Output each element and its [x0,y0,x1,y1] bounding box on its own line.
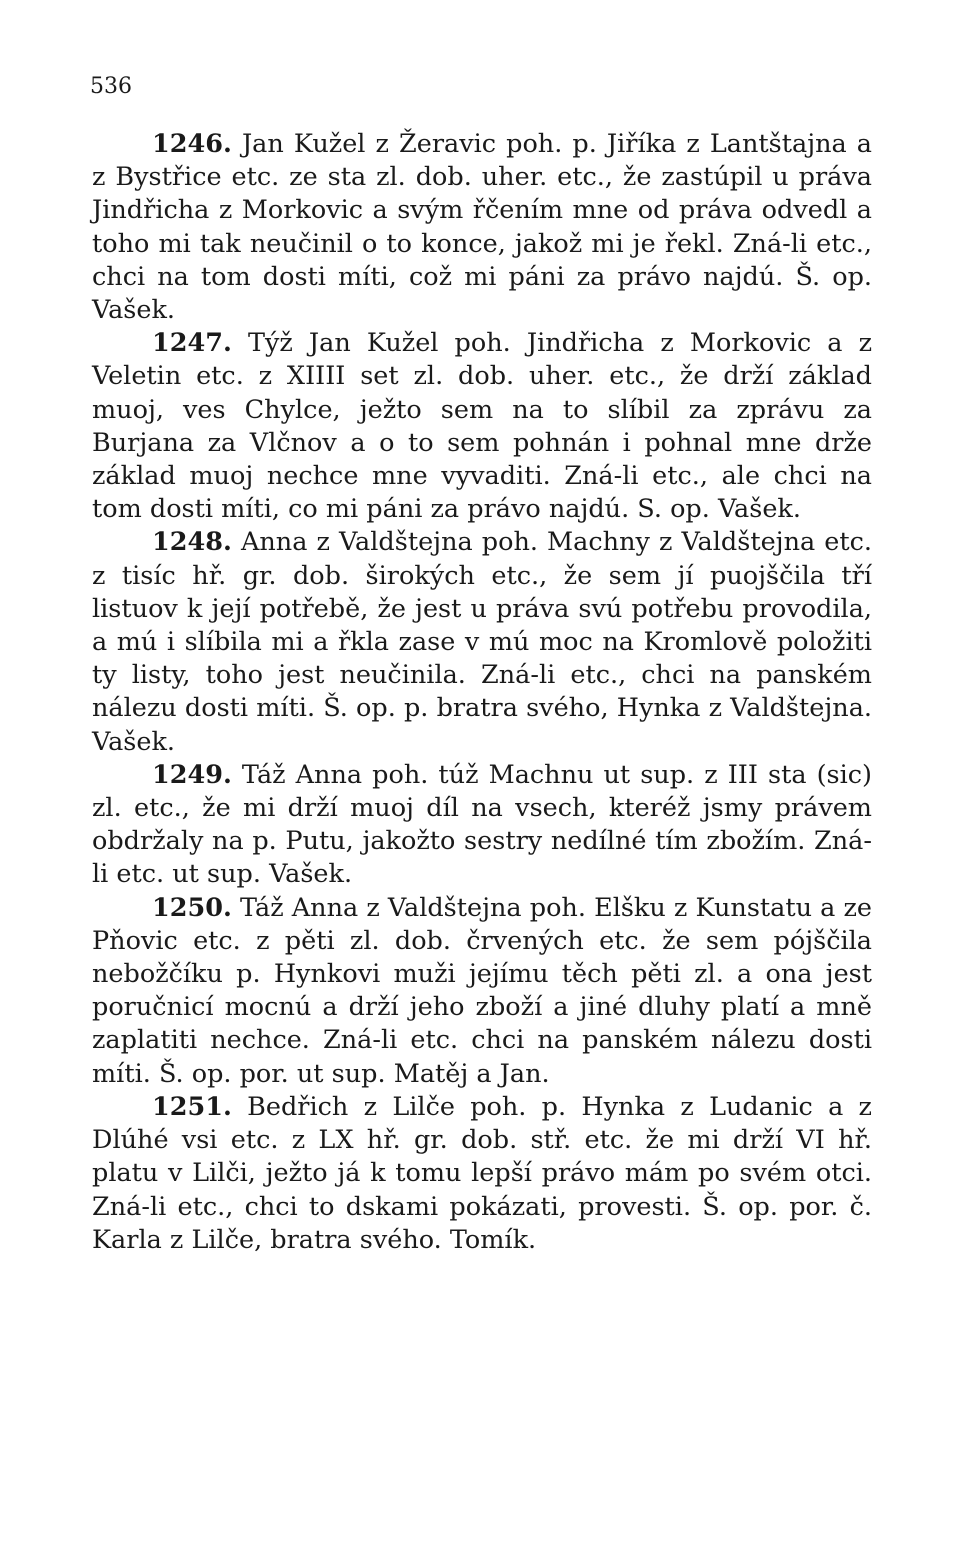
page-number: 536 [90,74,132,99]
document-body [92,128,872,1257]
entry-1248 [92,526,872,758]
entry-text: Bedřich z Lilče poh. p. Hynka z Ludanic a z Dlúhé vsi etc. z LX hř. gr. dob. stř. etc. že mi drží VI hř. platu v Lilči, ježto já k tomu lepší právo mám po svém otci. Zná-li etc., chci to dskami pokázati, provesti. Š. op. por. č. Karla z Lilče, bratra svého. Tomík. [92,1091,872,1255]
entry-1251 [92,1091,872,1257]
entry-text: Táž Anna poh. túž Machnu ut sup. z III sta (sic) zl. etc., že mi drží muoj díl na vsech, kteréž jsmy právem obdržaly na p. Putu, jakožto sestry nedílné tím zbožím. Zná-li etc. ut sup. Vašek. [92,759,872,890]
entry-number: 1247. [152,328,232,359]
entry-text: Táž Anna z Valdštejna poh. Elšku z Kunstatu a ze Pňovic etc. z pěti zl. dob. črvených etc. že sem pójščila nebožčíku p. Hynkovi muži jejímu těch pěti zl. a ona jest poručnicí mocnú a drží jeho zboží a jiné dluhy platí a mně zaplatiti nechce. Zná-li etc. chci na panském nálezu dosti míti. Š. op. por. ut sup. Matěj a Jan. [92,892,872,1089]
entry-number: 1248. [152,527,232,558]
entry-number: 1246. [152,129,232,159]
entry-number: 1249. [152,759,232,790]
entry-text: Anna z Valdštejna poh. Machny z Valdštejna etc. z tisíc hř. gr. dob. širokých etc., že sem jí puojščila tří listuov k její potřebě, že jest u práva svú potřebu provodila, a mú i slíbila mi a řkla zase v mú moc na Kromlově položiti ty listy, toho jest neučinila. Zná-li etc., chci na panském nálezu dosti míti. Š. op. p. bratra svého, Hynka z Valdštejna. Vašek. [92,527,872,757]
entry-number: 1250. [152,892,232,923]
entry-text: Jan Kužel z Žeravic poh. p. Jiříka z Lantštajna a z Bystřice etc. ze sta zl. dob. uher. etc., že zastúpil u práva Jindřicha z Morkovic a svým řčením mne od práva odvedl a toho mi tak neučinil o to konce, jakož mi je řekl. Zná-li etc., chci na tom dosti míti, což mi páni za právo najdú. Š. op. Vašek. [92,129,872,326]
entry-text: Týž Jan Kužel poh. Jindřicha z Morkovic a z Veletin etc. z XIIII set zl. dob. uher. etc., že drží základ muoj, ves Chylce, ježto sem na to slíbil za zprávu za Burjana za Vlčnov a o to sem pohnán i pohnal mne drže základ muoj nechce mne vyvaditi. Zná-li etc., ale chci na tom dosti míti, co mi páni za právo najdú. S. op. Vašek. [92,328,873,525]
entry-1247 [92,327,872,526]
entry-1249 [92,759,872,892]
entry-1246 [92,128,872,327]
entry-number: 1251. [152,1091,232,1122]
entry-1250 [92,892,872,1091]
